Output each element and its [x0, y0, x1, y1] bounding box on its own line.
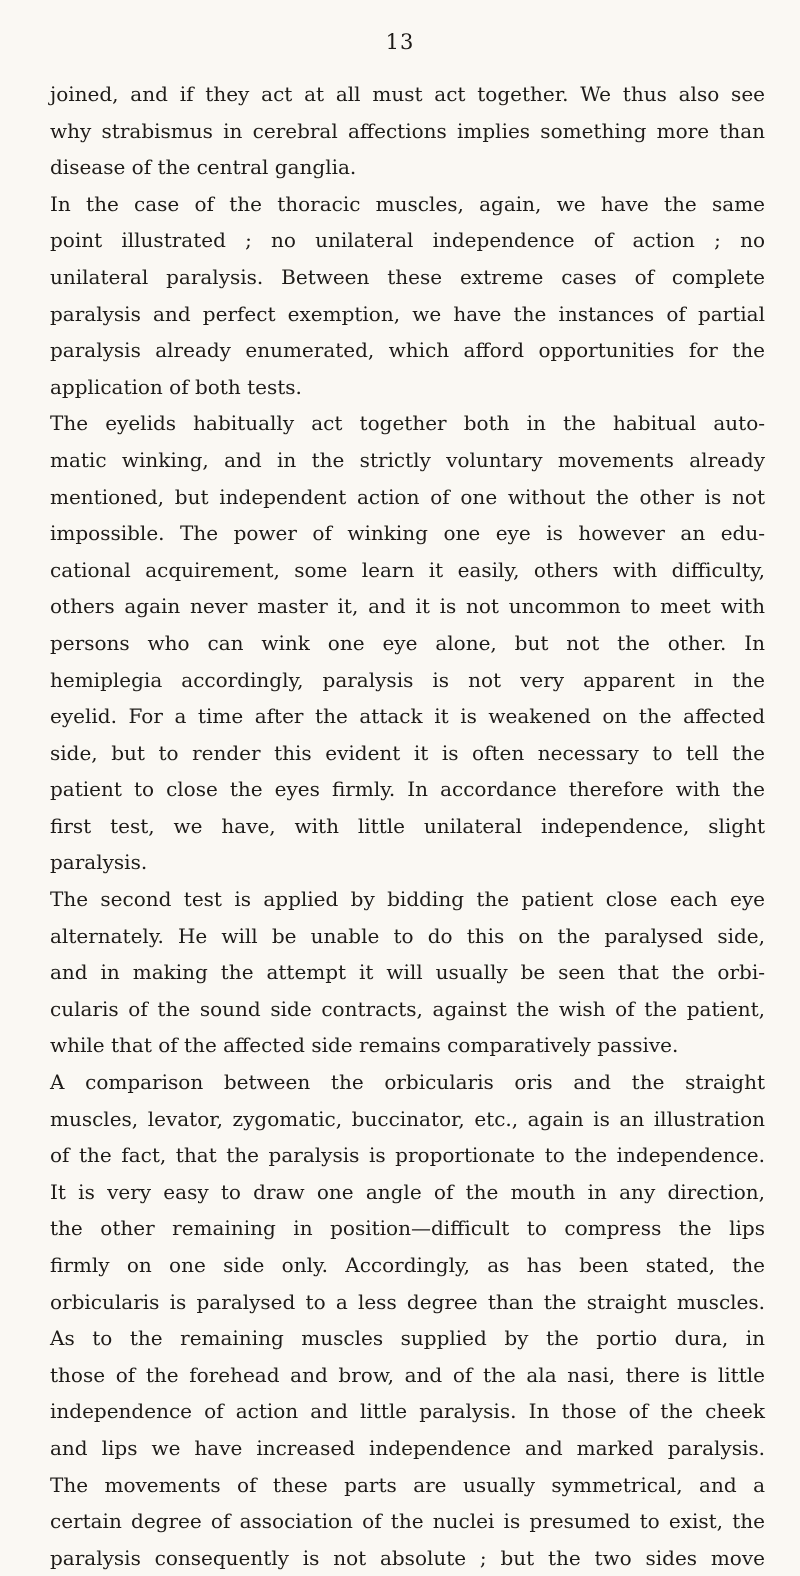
- text-line: and in making the attempt it will usually be seen that the orbi-: [50, 960, 765, 985]
- text-line: orbicularis is paralysed to a less degree than the straight muscles.: [50, 1289, 765, 1314]
- text-line: The second test is applied by bidding the patient close each eye: [50, 887, 765, 912]
- text-line: others again never master it, and it is not uncommon to meet with: [50, 594, 765, 619]
- text-line: of the fact, that the paralysis is proportionate to the independence.: [50, 1143, 765, 1168]
- text-line: eyelid. For a time after the attack it is weakened on the affected: [50, 704, 765, 729]
- text-line: patient to close the eyes firmly. In accordance therefore with the: [50, 777, 765, 802]
- text-line: cational acquirement, some learn it easily, others with difficulty,: [50, 557, 765, 582]
- text-line: A comparison between the orbicularis oris and the straight: [50, 1070, 765, 1095]
- text-line: paralysis and perfect exemption, we have the instances of partial: [50, 301, 765, 326]
- text-line: paralysis consequently is not absolute ; but the two sides move: [50, 1545, 765, 1570]
- text-line: The movements of these parts are usually symmetrical, and a: [50, 1472, 765, 1497]
- text-line: point illustrated ; no unilateral independence of action ; no: [50, 228, 765, 253]
- text-line: those of the forehead and brow, and of the ala nasi, there is little: [50, 1362, 765, 1387]
- text-line: paralysis.: [50, 850, 148, 875]
- text-line: disease of the central ganglia.: [50, 155, 357, 180]
- text-line: firmly on one side only. Accordingly, as has been stated, the: [50, 1253, 765, 1277]
- text-line: In the case of the thoracic muscles, again, we have the same: [50, 191, 765, 216]
- text-line: As to the remaining muscles supplied by the portio dura, in: [50, 1326, 765, 1351]
- text-line: why strabismus in cerebral affections implies something more than: [50, 118, 765, 143]
- page-number: 13: [385, 30, 415, 54]
- text-line: joined, and if they act at all must act together. We thus also see: [50, 82, 765, 106]
- text-line: application of both tests.: [50, 374, 302, 399]
- text-line: while that of the affected side remains comparatively passive.: [50, 1033, 679, 1058]
- text-line: mentioned, but independent action of one without the other is not: [50, 484, 765, 509]
- text-line: hemiplegia accordingly, paralysis is not very apparent in the: [50, 667, 765, 692]
- text-line: unilateral paralysis. Between these extreme cases of complete: [50, 264, 765, 289]
- text-line: persons who can wink one eye alone, but not the other. In: [50, 630, 765, 655]
- text-line: side, but to render this evident it is often necessary to tell the: [50, 740, 765, 765]
- text-line: impossible. The power of winking one eye is however an edu-: [50, 521, 765, 546]
- text-line: It is very easy to draw one angle of the mouth in any direction,: [50, 1179, 765, 1204]
- text-line: and lips we have increased independence and marked paralysis.: [50, 1435, 765, 1460]
- text-line: independence of action and little paralysis. In those of the cheek: [50, 1399, 765, 1424]
- text-line: the other remaining in position—difficult to compress the lips: [50, 1216, 765, 1241]
- text-line: The eyelids habitually act together both in the habitual auto-: [50, 411, 765, 436]
- text-line: cularis of the sound side contracts, against the wish of the patient,: [50, 996, 765, 1021]
- text-line: first test, we have, with little unilateral independence, slight: [50, 813, 765, 838]
- body-text: [50, 76, 765, 1576]
- text-line: muscles, levator, zygomatic, buccinator, etc., again is an illustration: [50, 1106, 765, 1131]
- text-line: alternately. He will be unable to do this on the paralysed side,: [50, 923, 765, 948]
- text-line: certain degree of association of the nuclei is presumed to exist, the: [50, 1509, 765, 1534]
- text-line: matic winking, and in the strictly voluntary movements already: [50, 447, 765, 472]
- text-line: paralysis already enumerated, which afford opportunities for the: [50, 338, 765, 363]
